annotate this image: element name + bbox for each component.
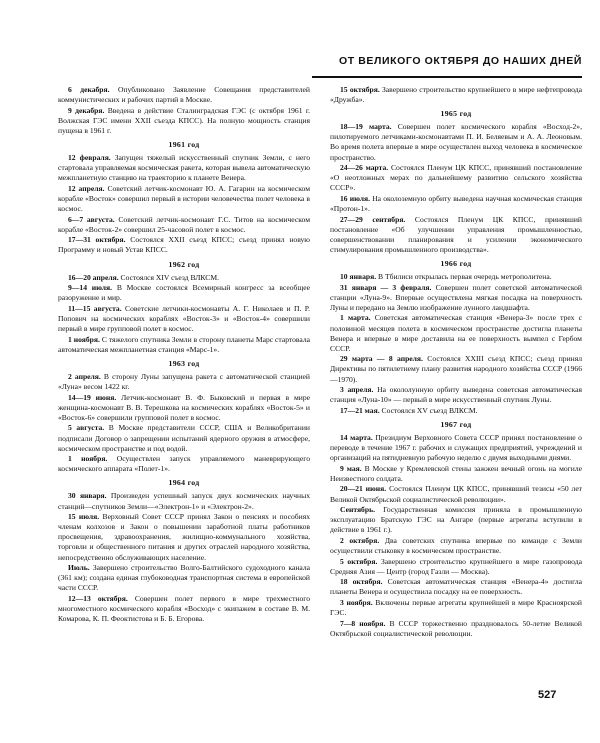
entry-text: Президиум Верховного Совета СССР принял постановление о переводе в течение 1967 г. рабочих и служащих предприятий, учреждений и организаций на пятидневную рабочую неделю с двумя выходными днями. — [330, 433, 582, 463]
entry-text: В Москве представители СССР, США и Великобритании подписали Договор о запрещении испытаний ядерного оружия в атмосфере, космическом пространстве и под водой. — [58, 423, 310, 453]
chronology-entry — [330, 313, 582, 353]
entry-date: 14 марта. — [340, 433, 373, 442]
entry-date: 31 января — 3 февраля. — [340, 282, 432, 292]
entry-text: Состоялся XV съезд ВЛКСМ. — [381, 405, 478, 415]
entry-text: Состоялся XXII съезд КПСС; съезд принял новую Программу и новый Устав КПСС. — [58, 235, 310, 255]
chronology-entry — [330, 433, 582, 463]
entry-date: 2 октября. — [340, 535, 380, 545]
entry-text: На окололунную орбиту выведена советская автоматическая станция «Луна-10» — первый в мире искусственный спутник Луны. — [330, 385, 582, 405]
entry-date: Сентябрь. — [340, 505, 375, 515]
year-heading: 1966 год — [440, 259, 472, 268]
entry-date: 24—26 марта. — [340, 163, 389, 173]
right-column — [330, 85, 582, 639]
running-header — [312, 52, 582, 78]
entry-text: В Москве у Кремлевской стены зажжен вечный огонь на могиле Неизвестного солдата. — [330, 463, 583, 483]
entry-date: 10 января. — [340, 272, 377, 282]
entry-text: Совершен полет космического корабля «Восход-2», пилотируемого летчиками-космонавтами П. И. Беляевым и А. А. Леоновым. Во время полета впервые в мире осуществлен выход человека в космическое пространство. — [330, 122, 582, 162]
chronology-entry — [330, 122, 582, 162]
entry-date: 14—19 июня. — [68, 392, 117, 402]
entry-text: Осуществлен запуск управляемого маневрирующего космического аппарата «Полет-1». — [58, 454, 310, 474]
chronology-entry — [330, 464, 582, 484]
chronology-entry — [58, 304, 310, 334]
entry-date: 17—31 октября. — [68, 235, 126, 245]
chronology-entry — [330, 406, 582, 416]
entry-text: Введена в действие Сталинградская ГЭС (с октября 1961 г. Волжская ГЭС имени XXII съезда КПСС). На полную мощность станция пущена в 1961 г. — [58, 105, 310, 135]
entry-text: Состоялся Пленум ЦК КПСС, принявший постановление «Об улучшении управления промышленностью, совершенствовании планирования и усилении экономического стимулирования промышленного производства». — [330, 214, 582, 254]
chronology-entry — [330, 484, 582, 504]
entry-date: 30 января. — [68, 491, 107, 501]
entry-date: 5 августа. — [68, 423, 105, 433]
chronology-entry — [58, 235, 310, 255]
chronology-entry — [58, 184, 310, 214]
chronology-entry — [58, 512, 310, 562]
entry-text: Советские летчики-космонавты А. Г. Николаев и П. Р. Попович на космических кораблях «Восток-3» и «Восток-4» совершили первый в мире групповой полет в космос. — [58, 303, 310, 334]
header-rule — [312, 76, 582, 78]
year-heading: 1961 год — [168, 139, 200, 149]
entry-date: 9 мая. — [340, 463, 362, 473]
entry-date: 18—19 марта. — [340, 122, 392, 132]
chronology-entry — [58, 491, 310, 511]
chronology-entry — [330, 215, 582, 255]
entry-date: 9 декабря. — [68, 105, 105, 115]
chronology-entry — [58, 372, 310, 392]
entry-text: Состоялся Пленум ЦК КПСС, принявший тезисы «50 лет Великой Октябрьской социалистической революции». — [330, 484, 583, 504]
entry-text: Включены первые агрегаты крупнейшей в мире Красноярской ГЭС. — [330, 598, 582, 618]
entry-date: 18 октября. — [340, 577, 383, 587]
entry-text: Запущен тяжелый искусственный спутник Земли, с него стартовала управляемая космическая ракета, которая вывела автоматическую межпланетную станцию на траекторию к планете Венера. — [58, 153, 310, 183]
entry-date: 29 марта — 8 апреля. — [340, 354, 423, 364]
left-column — [58, 85, 310, 625]
year-heading: 1963 год — [168, 358, 200, 368]
entry-text: Советский летчик-космонавт Г.С. Титов на космическом корабле «Восток-2» совершил 25-часовой полет в космос. — [58, 214, 310, 234]
chronology-entry — [330, 619, 582, 639]
chronology-entry — [330, 598, 582, 618]
entry-date: 12 февраля. — [68, 153, 111, 163]
entry-date: 6—7 августа. — [68, 214, 115, 224]
header-title: ОТ ВЕЛИКОГО ОКТЯБРЯ ДО НАШИХ ДНЕЙ — [338, 55, 582, 67]
entry-text: Летчик-космонавт В. Ф. Быковский и первая в мире женщина-космонавт В. В. Терешкова на космических кораблях «Восток-5» и «Восток-6» совершили групповой полет в космос. — [58, 392, 310, 422]
chronology-entry — [58, 283, 310, 303]
entry-date: 12—13 октября. — [68, 593, 128, 603]
entry-text: Завершено строительство крупнейшего в мире нефтепровода «Дружба». — [330, 85, 582, 105]
entry-text: Советский летчик-космонавт Ю. А. Гагарин на космическом корабле «Восток» совершил первый в истории человечества полет человека в космос. — [58, 183, 311, 214]
entry-date: 20—21 июня. — [340, 484, 387, 494]
entry-text: Советская автоматическая станция «Венера-4» достигла планеты Венера и осуществила посадку на ее поверхность. — [330, 577, 582, 597]
entry-date: 16—20 апреля. — [68, 272, 119, 282]
entry-text: В Москве состоялся Всемирный конгресс за всеобщее разоружение и мир. — [58, 283, 310, 303]
entry-text: Завершено строительство крупнейшего в мире газопровода Средняя Азия — Центр (город Газли — Москва). — [330, 556, 582, 576]
chronology-entry — [58, 454, 310, 474]
chronology-entry — [330, 85, 582, 105]
chronology-entry — [58, 85, 310, 105]
chronology-entry — [58, 423, 310, 453]
chronology-entry — [58, 393, 310, 423]
chronology-entry — [58, 563, 310, 593]
chronology-entry — [330, 505, 582, 535]
entry-date: 17—21 мая. — [340, 405, 380, 415]
entry-text: Государственная комиссия приняла в промышленную эксплуатацию Братскую ГЭС на Ангаре (первые агрегаты вступили в действие в 1961 г.). — [330, 505, 582, 535]
entry-text: Состоялся XXIII съезд КПСС; съезд принял Директивы по пятилетнему плану развития народного хозяйства СССР (1966—1970). — [330, 354, 582, 384]
entry-text: Завершено строительство Волго-Балтийского судоходного канала (361 км); создана единая глубоководная транспортная система в европейской части СССР. — [58, 563, 310, 593]
entry-date: 5 октября. — [340, 556, 378, 566]
entry-text: Два советских спутника впервые по команде с Земли осуществили стыковку в космическом пространстве. — [330, 535, 582, 556]
entry-text: Опубликовано Заявление Совещания представителей коммунистических и рабочих партий в Москве. — [58, 85, 310, 105]
entry-text: С тяжелого спутника Земли в сторону планеты Марс стартовала автоматическая межпланетная станция «Марс-1». — [58, 334, 310, 354]
entry-text: На околоземную орбиту выведена научная космическая станция «Протон-1». — [330, 193, 583, 214]
entry-date: 16 июля. — [340, 193, 371, 203]
year-heading: 1965 год — [440, 109, 472, 119]
chronology-entry — [58, 215, 310, 235]
entry-date: 7—8 ноября. — [340, 618, 386, 628]
entry-text: Состоялся Пленум ЦК КПСС, принявший постановление «О неотложных мерах по дальнейшему развитию сельского хозяйства СССР». — [330, 163, 583, 193]
chronology-entry — [58, 273, 310, 283]
entry-text: В Тбилиси открылась первая очередь метрополитена. — [378, 272, 552, 282]
entry-date: 1 ноября. — [68, 334, 100, 344]
chronology-entry — [58, 153, 310, 183]
chronology-entry — [330, 557, 582, 577]
entry-date: 6 декабря. — [68, 85, 110, 94]
entry-text: Советская автоматическая станция «Венера-3» после трех с половиной месяцев полета в космическом пространстве достигла планеты Венера и впервые в мире доставила на ее поверхность вымпел с Гербом СССР. — [330, 313, 582, 353]
entry-text: Совершен полет первого в мире трехместного многоместного космического корабля «Восход» с экипажем в составе В. М. Комарова, К. П. Феоктистова и Б. Б. Егорова. — [58, 593, 311, 624]
entry-date: 1 марта. — [340, 313, 371, 323]
entry-text: В СССР торжественно праздновалось 50-летие Великой Октябрьской социалистической революции. — [330, 618, 582, 638]
chronology-entry — [58, 594, 310, 624]
entry-date: 12 апреля. — [68, 183, 105, 193]
entry-text: Верховный Совет СССР принял Закон о пенсиях и пособиях членам колхозов и Закон о повышении заработной платы работников просвещения, здравоохранения, жилищно-коммунального хозяйства, торговли и общественного питания и других отраслей народного хозяйства, непосредственно обслуживающих население. — [58, 512, 311, 562]
entry-text: В сторону Луны запущена ракета с автоматической станцией «Луна» весом 1422 кг. — [58, 371, 310, 392]
entry-date: 11—15 августа. — [68, 303, 122, 313]
entry-text: Совершен полет советской автоматической станции «Луна-9». Впервые осуществлена мягкая посадка на поверхность Луны и передано на Землю изображение лунного ландшафта. — [330, 282, 583, 312]
chronology-entry — [330, 283, 582, 313]
entry-date: 2 апреля. — [68, 371, 101, 381]
entry-date: 3 апреля. — [340, 385, 374, 395]
year-heading: 1964 год — [168, 478, 200, 488]
chronology-entry — [58, 106, 310, 136]
chronology-entry — [330, 272, 582, 282]
chronology-entry — [330, 385, 582, 405]
year-heading: 1967 год — [440, 419, 472, 429]
entry-date: 15 октября. — [340, 85, 380, 94]
entry-date: 3 ноября. — [340, 598, 373, 607]
chronology-entry — [330, 163, 582, 193]
entry-date: 15 июля. — [68, 512, 100, 522]
year-heading: 1962 год — [168, 259, 200, 269]
chronology-entry — [330, 194, 582, 214]
entry-text: Произведен успешный запуск двух космических научных станций—спутников Земли—«Электрон-1» и «Электрон-2». — [58, 491, 311, 511]
entry-date: 1 ноября. — [68, 454, 108, 464]
entry-text: Состоялся XIV съезд ВЛКСМ. — [120, 272, 220, 282]
chronology-entry — [330, 536, 582, 556]
chronology-entry — [330, 577, 582, 597]
chronology-entry — [58, 335, 310, 355]
entry-date: Июль. — [68, 563, 90, 573]
entry-date: 9—14 июля. — [68, 283, 113, 293]
entry-date: 27—29 сентября. — [340, 214, 406, 224]
page-number: 527 — [538, 689, 557, 701]
chronology-entry — [330, 354, 582, 384]
